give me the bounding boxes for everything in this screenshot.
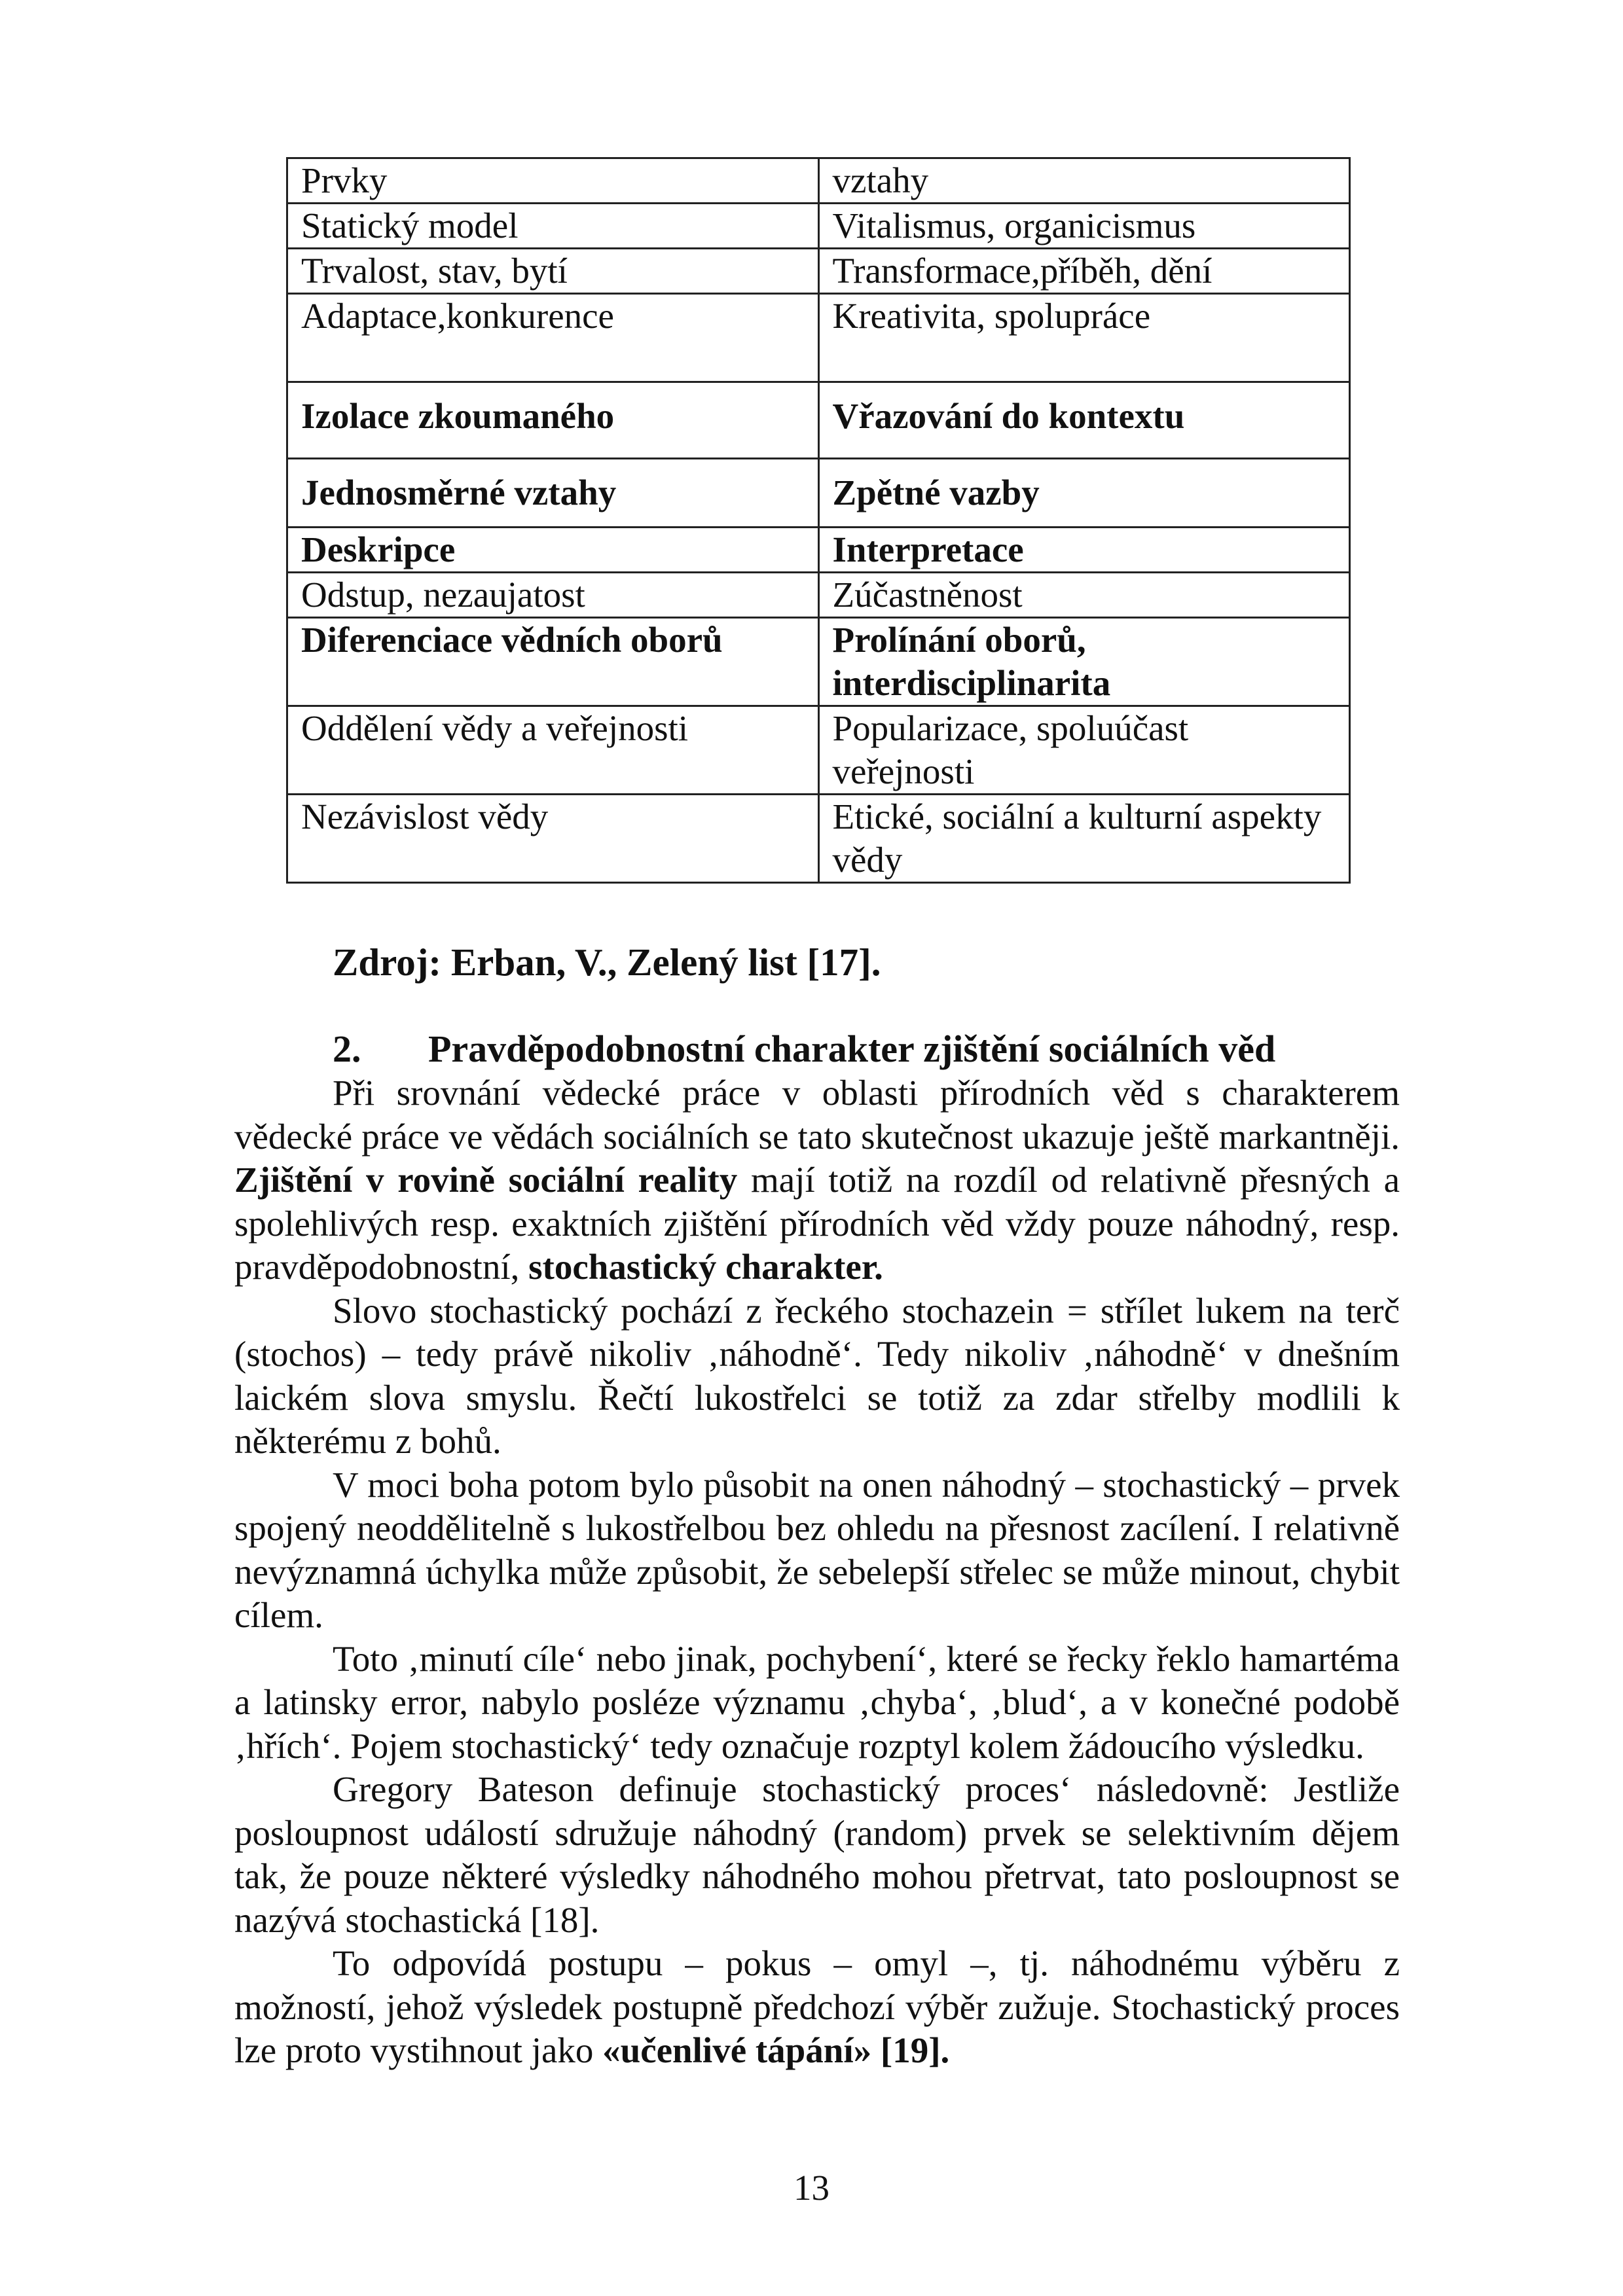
table-row: [287, 618, 1350, 706]
table-cell-right: Zpětné vazby: [818, 459, 1350, 528]
text-run-bold: Zjištění v rovině sociální reality: [234, 1160, 738, 1200]
table-cell-right: Etické, sociální a kulturní aspekty vědy: [818, 795, 1350, 883]
table-row: [287, 459, 1350, 528]
section-title: Pravděpodobnostní charakter zjištění sociálních věd: [428, 1028, 1276, 1070]
table-cell-left: Izolace zkoumaného: [287, 382, 819, 459]
text-run: To odpovídá postupu – pokus – omyl –, tj. náhodnému výběru z možností, jehož výsledek postupně předchozí výběr zužuje. Stochastický proces lze proto vystihnout jako: [234, 1943, 1400, 2070]
comparison-table: [286, 157, 1351, 884]
paragraph: Toto ‚minutí cíle‘ nebo jinak, pochybení‘, které se řecky řeklo hamartéma a latinsky error, nabylo posléze významu ‚chyba‘, ‚blud‘, a v konečné podobě ‚hřích‘. Pojem stochastický‘ tedy označuje rozptyl kolem žádoucího výsledku.: [234, 1638, 1400, 1766]
table-cell-left: Statický model: [287, 204, 819, 249]
table-cell-left: Odstup, nezaujatost: [287, 573, 819, 618]
section-number: 2.: [333, 1028, 361, 1070]
body-text: [234, 1071, 1400, 2073]
table-cell-left: Jednosměrné vztahy: [287, 459, 819, 528]
paragraph: [234, 1942, 1400, 2073]
table-source-caption: Zdroj: Erban, V., Zelený list [17].: [333, 941, 881, 984]
text-run: mají totiž na rozdíl od relativně přesných a spolehlivých resp. exaktních zjištění přírodních věd vždy pouze náhodný, resp. pravděpodobnostní,: [234, 1160, 1400, 1287]
table-cell-right: Transformace,příběh, dění: [818, 249, 1350, 294]
table-row: [287, 706, 1350, 795]
text-run-bold: «učenlivé tápání» [19].: [602, 2030, 950, 2070]
table-row: [287, 795, 1350, 883]
page-number: 13: [793, 2168, 830, 2208]
table-cell-right: Vitalismus, organicismus: [818, 204, 1350, 249]
table-cell-right: Prolínání oborů, interdisciplinarita: [818, 618, 1350, 706]
table-row: [287, 294, 1350, 382]
table-row: [287, 158, 1350, 204]
paragraph: [234, 1071, 1400, 1289]
table-row: [287, 204, 1350, 249]
table-cell-left: Nezávislost vědy: [287, 795, 819, 883]
paragraph: Gregory Bateson definuje stochastický proces‘ následovně: Jestliže posloupnost událostí sdružuje náhodný (random) prvek se selektivním dějem tak, že pouze některé výsledky náhodného mohou přetrvat, tato posloupnost se nazývá stochastická [18].: [234, 1769, 1400, 1940]
table-cell-right: Popularizace, spoluúčast veřejnosti: [818, 706, 1350, 795]
table-cell-right: Kreativita, spolupráce: [818, 294, 1350, 382]
table-cell-right: vztahy: [818, 158, 1350, 204]
table-cell-left: Prvky: [287, 158, 819, 204]
paragraph: V moci boha potom bylo působit na onen náhodný – stochastický – prvek spojený neoddělitelně s lukostřelbou bez ohledu na přesnost zacílení. I relativně nevýznamná úchylka může způsobit, že sebelepší střelec se může minout, chybit cílem.: [234, 1464, 1400, 1635]
paragraph: Slovo stochastický pochází z řeckého stochazein = střílet lukem na terč (stochos) – tedy právě nikoliv ‚náhodně‘. Tedy nikoliv ‚náhodně‘ v dnešním laickém slova smyslu. Řečtí lukostřelci se totiž za zdar střelby modlili k některému z bohů.: [234, 1290, 1400, 1461]
table-row: [287, 382, 1350, 459]
table-row: [287, 528, 1350, 573]
text-run: Při srovnání vědecké práce v oblasti přírodních věd s charakterem vědecké práce ve vědách sociálních se tato skutečnost ukazuje ještě markantněji.: [234, 1073, 1400, 1157]
table-cell-left: Deskripce: [287, 528, 819, 573]
table-cell-right: Vřazování do kontextu: [818, 382, 1350, 459]
table-cell-left: Trvalost, stav, bytí: [287, 249, 819, 294]
text-run-bold: stochastický charakter.: [528, 1247, 883, 1287]
table-cell-right: Zúčastněnost: [818, 573, 1350, 618]
table-row: [287, 573, 1350, 618]
section-heading: [333, 1026, 1275, 1072]
table-cell-left: Diferenciace vědních oborů: [287, 618, 819, 706]
table-row: [287, 249, 1350, 294]
table-cell-left: Oddělení vědy a veřejnosti: [287, 706, 819, 795]
table-cell-left: Adaptace,konkurence: [287, 294, 819, 382]
table-cell-right: Interpretace: [818, 528, 1350, 573]
